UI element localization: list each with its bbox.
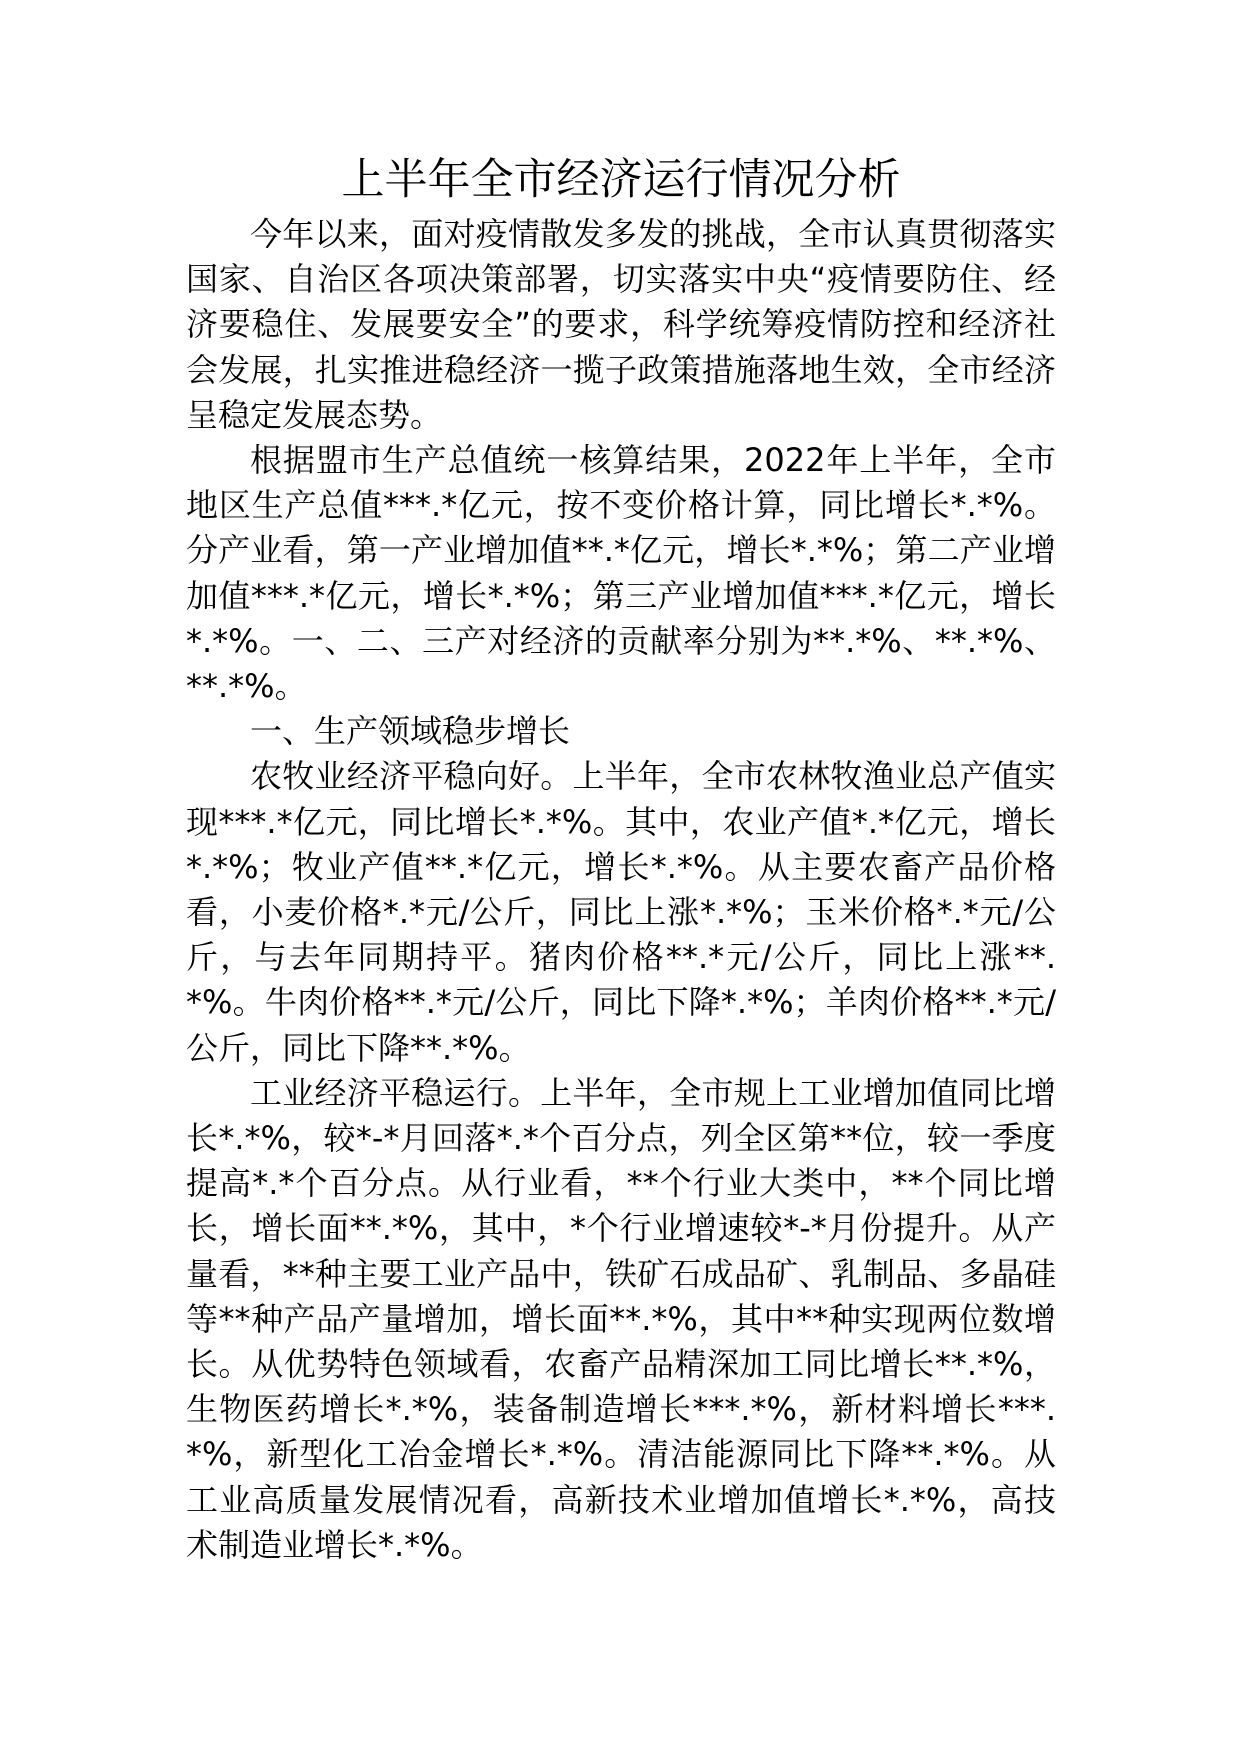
document-page — [186, 150, 1056, 1568]
industry-paragraph: 工业经济平稳运行。上半年，全市规上工业增加值同比增长*.*%，较*-*月回落*.*个百分点，列全区第**位，较一季度提高*.*个百分点。从行业看，**个行业大类中，**个同比增长，增长面**.*%，其中，*个行业增速较*-*月份提升。从产量看，**种主要工业产品中，铁矿石成品矿、乳制品、多晶硅等**种产品产量增加，增长面**.*%，其中**种实现两位数增长。从优势特色领域看，农畜产品精深加工同比增长**.*%，生物医药增长*.*%，装备制造增长***.*%，新材料增长***.*%，新型化工冶金增长*.*%。清洁能源同比下降**.*%。从工业高质量发展情况看，高新技术业增加值增长*.*%，高技术制造业增长*.*%。 — [186, 1073, 1056, 1564]
gdp-paragraph: 根据盟市生产总值统一核算结果，2022年上半年，全市地区生产总值***.*亿元，按不变价格计算，同比增长*.*%。分产业看，第一产业增加值**.*亿元，增长*.*%；第二产业增加值***.*亿元，增长*.*%；第三产业增加值***.*亿元，增长*.*%。一、二、三产对经济的贡献率分别为**.*%、**.*%、**.*%。 — [186, 441, 1056, 706]
section-heading: 一、生产领域稳步增长 — [250, 712, 571, 751]
intro-paragraph: 今年以来，面对疫情散发多发的挑战，全市认真贯彻落实国家、自治区各项决策部署，切实落实中央“疫情要防住、经济要稳住、发展要安全”的要求，科学统筹疫情防控和经济社会发展，扎实推进稳经济一揽子政策措施落地生效，全市经济呈稳定发展态势。 — [186, 215, 1056, 434]
agriculture-paragraph: 农牧业经济平稳向好。上半年，全市农林牧渔业总产值实现***.*亿元，同比增长*.*%。其中，农业产值*.*亿元，增长*.*%；牧业产值**.*亿元，增长*.*%。从主要农畜产品价格看，小麦价格*.*元/公斤，同比上涨*.*%；玉米价格*.*元/公斤，与去年同期持平。猪肉价格**.*元/公斤，同比上涨**.*%。牛肉价格**.*元/公斤，同比下降*.*%；羊肉价格**.*元/公斤，同比下降**.*%。 — [186, 757, 1056, 1067]
document-title: 上半年全市经济运行情况分析 — [341, 155, 901, 205]
